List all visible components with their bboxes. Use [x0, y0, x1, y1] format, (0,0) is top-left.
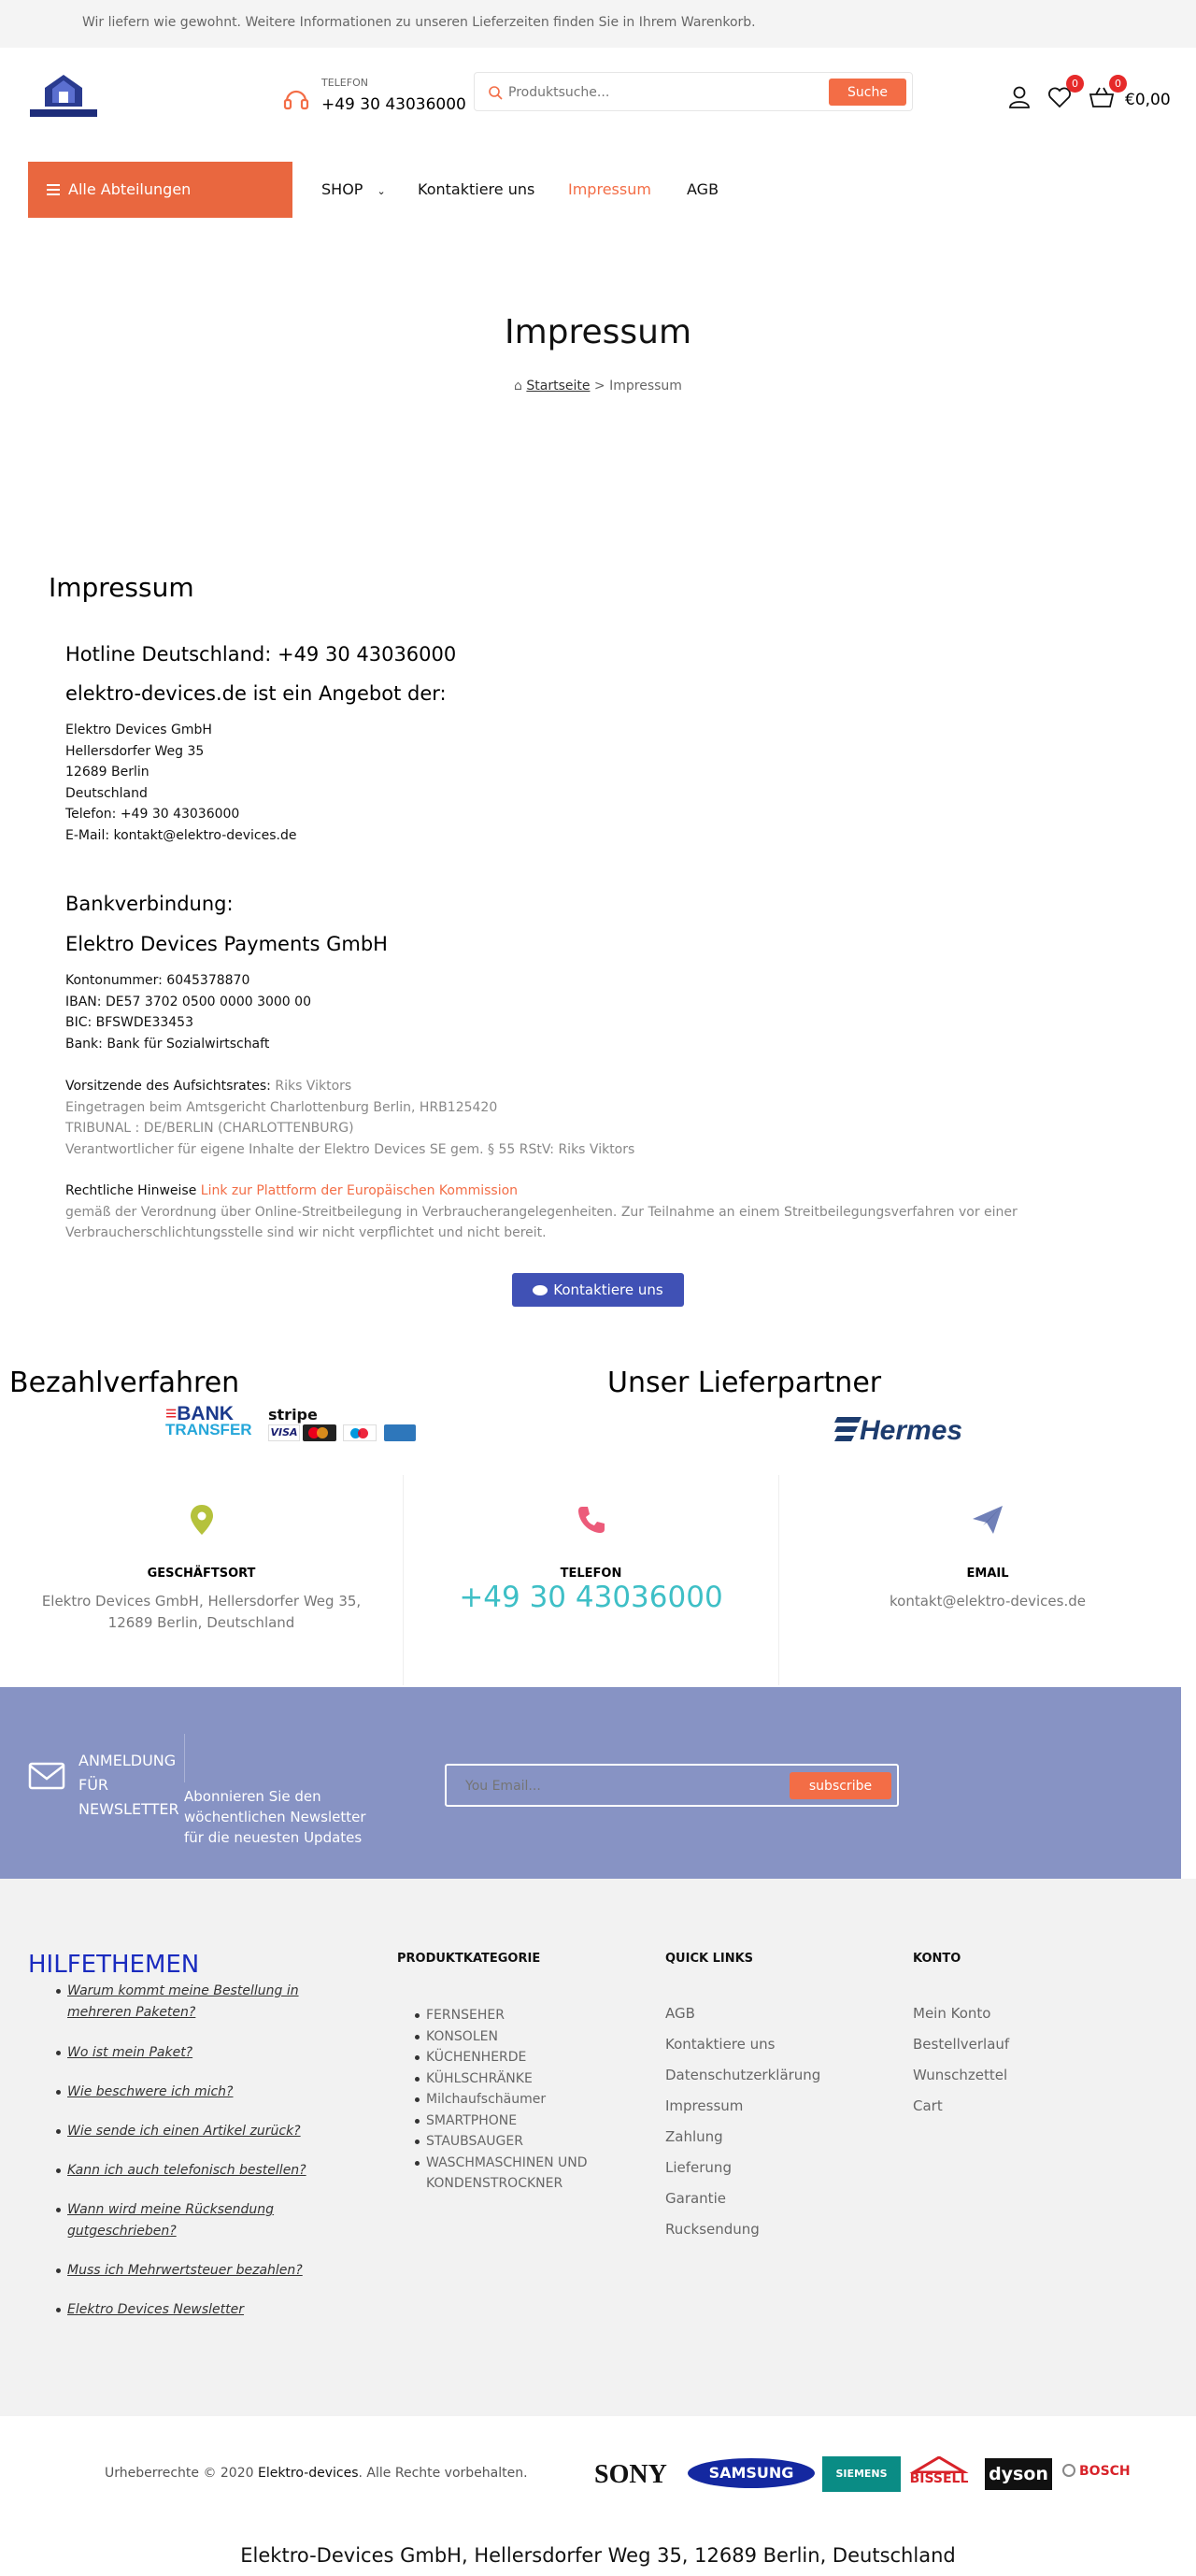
visa-logo: VISA [268, 1424, 300, 1441]
account-link[interactable]: Bestellverlauf [913, 2036, 1010, 2053]
info-phone [404, 1475, 779, 1685]
nav-agb[interactable]: AGB [687, 180, 719, 198]
category-link[interactable]: KÜCHENHERDE [426, 2047, 632, 2068]
bank-text: BANK [177, 1403, 234, 1424]
site-logo[interactable] [28, 73, 99, 120]
legal-text: Verbraucherschlichtungsstelle sind wir nicht verpflichtet und nicht bereit. [65, 1225, 547, 1240]
payment-heading: Bezahlverfahren [9, 1367, 240, 1399]
bank-line: IBAN: DE57 3702 0500 0000 3000 00 [65, 994, 311, 1009]
product-category-heading: PRODUKTKATEGORIE [397, 1952, 541, 1966]
address-line: 12689 Berlin [65, 765, 150, 780]
subscribe-button[interactable]: subscribe [790, 1772, 891, 1799]
mastercard-logo [303, 1424, 336, 1441]
quick-link[interactable]: Rucksendung [665, 2221, 760, 2238]
category-link[interactable]: WASCHMASCHINEN UND KONDENSTROCKNER [426, 2153, 632, 2195]
breadcrumb-separator: > [590, 379, 610, 394]
shipping-heading: Unser Lieferpartner [607, 1367, 882, 1399]
bank-line: BIC: BFSWDE33453 [65, 1015, 193, 1030]
newsletter-divider [184, 1734, 185, 1782]
bosch-logo [1062, 2464, 1131, 2479]
category-link[interactable]: STAUBSAUGER [426, 2131, 632, 2153]
home-icon: ⌂ [514, 379, 522, 394]
bosch-text: BOSCH [1079, 2464, 1131, 2479]
bank-line: Bank: Bank für Sozialwirtschaft [65, 1036, 270, 1052]
departments-label: Alle Abteilungen [68, 180, 192, 198]
copyright-brand: Elektro-devices [257, 2466, 359, 2481]
board-value: Riks Viktors [270, 1079, 352, 1094]
nav-shop-label: SHOP [321, 180, 363, 198]
wishlist-count-badge: 0 [1066, 75, 1084, 93]
account-link[interactable]: Wunschzettel [913, 2067, 1008, 2083]
cart-total[interactable]: €0,00 [1125, 91, 1171, 109]
company-info [65, 1076, 634, 1160]
samsung-logo: SAMSUNG [688, 2458, 815, 2488]
help-link[interactable]: Wo ist mein Paket? [67, 2042, 348, 2064]
responsible-line: Verantwortlicher für eigene Inhalte der Elektro Devices SE gem. § 55 RStV: Riks Viktors [65, 1141, 635, 1157]
notice-bar [0, 0, 1196, 48]
help-link[interactable]: Muss ich Mehrwertsteuer bezahlen? [67, 2260, 348, 2282]
info-email-value[interactable]: kontakt@elektro-devices.de [890, 1593, 1086, 1610]
contact-button-label: Kontaktiere uns [553, 1281, 663, 1298]
quick-links-heading: QUICK LINKS [665, 1952, 754, 1966]
payment-logos [162, 1404, 425, 1443]
map-pin-icon [185, 1503, 219, 1537]
chat-bubble-icon [533, 1285, 548, 1295]
transfer-text: TRANSFER [165, 1421, 252, 1438]
chevron-down-icon: ⌄ [377, 185, 386, 197]
help-link[interactable]: Wie sende ich einen Artikel zurück? [67, 2121, 348, 2142]
quick-link[interactable]: Garantie [665, 2190, 726, 2207]
tribunal-line: TRIBUNAL : DE/BERLIN (CHARLOTTENBURG) [65, 1121, 354, 1136]
copyright-text: Urheberrechte © 2020 [105, 2466, 258, 2481]
bissell-text: BISSELL [909, 2471, 969, 2486]
copyright-text: . Alle Rechte vorbehalten. [358, 2466, 528, 2481]
hermes-mark-icon [833, 1415, 861, 1447]
help-link[interactable]: Wie beschwere ich mich? [67, 2082, 348, 2103]
legal-notice [65, 1181, 1018, 1244]
bank-line: Kontonummer: 6045378870 [65, 973, 250, 988]
offer-heading: elektro-devices.de ist ein Angebot der: [65, 682, 447, 705]
menu-icon [47, 184, 60, 195]
info-phone-value[interactable]: +49 30 43036000 [459, 1581, 723, 1614]
maestro-logo [343, 1424, 377, 1441]
address-line: Hellersdorfer Weg 35 [65, 743, 205, 759]
address-line: Telefon: +49 30 43036000 [65, 807, 240, 822]
nav-shop[interactable] [321, 180, 386, 198]
info-label: EMAIL [966, 1567, 1009, 1581]
quick-link[interactable]: Kontaktiere uns [665, 2036, 776, 2053]
legal-text: gemäß der Verordnung über Online-Streitbeilegung in Verbraucherangelegenheiten. Zur Teilnahme an einem Streitbeilegungsverfahren vor einer [65, 1204, 1018, 1220]
quick-link[interactable]: Impressum [665, 2097, 744, 2114]
hotline-heading: Hotline Deutschland: +49 30 43036000 [65, 643, 457, 665]
search-input[interactable] [508, 80, 817, 105]
breadcrumb-home[interactable]: Startseite [526, 379, 591, 394]
content-heading: Impressum [49, 572, 194, 603]
envelope-icon [28, 1762, 65, 1790]
info-label: TELEFON [560, 1567, 622, 1581]
category-link[interactable]: KÜHLSCHRÄNKE [426, 2068, 632, 2090]
newsletter-subtitle: Abonnieren Sie den wöchentlichen Newsletter für die neuesten Updates [184, 1788, 366, 1846]
brand-logos [591, 2451, 1151, 2497]
newsletter-section [0, 1687, 1181, 1879]
bank-heading: Bankverbindung: [65, 893, 234, 915]
info-value: Elektro Devices GmbH, Hellersdorfer Weg 35, 12689 Berlin, Deutschland [41, 1593, 362, 1631]
bank-company: Elektro Devices Payments GmbH [65, 933, 388, 955]
address-line: E-Mail: kontakt@elektro-devices.de [65, 827, 297, 843]
header-phone[interactable]: +49 30 43036000 [321, 95, 466, 114]
eu-platform-link[interactable]: Link zur Plattform der Europäischen Kommission [196, 1183, 519, 1198]
copyright [105, 2466, 528, 2481]
phone-label: TELEFON [321, 77, 368, 89]
search-button[interactable]: Suche [829, 79, 906, 106]
address-line: Deutschland [65, 785, 148, 801]
board-label: Vorsitzende des Aufsichtsrates: [65, 1079, 271, 1094]
account-link[interactable]: Mein Konto [913, 2005, 991, 2022]
phone-icon [575, 1503, 608, 1537]
dyson-logo: dyson [985, 2458, 1052, 2490]
product-category-list [426, 2005, 632, 2195]
info-location [0, 1475, 404, 1685]
bank-details [65, 970, 311, 1054]
all-departments-button[interactable] [28, 162, 292, 218]
account-link[interactable]: Cart [913, 2097, 943, 2114]
address-line: Elektro Devices GmbH [65, 723, 212, 737]
quick-link[interactable]: Zahlung [665, 2128, 723, 2145]
newsletter-email-input[interactable] [465, 1775, 746, 1797]
bissell-logo [908, 2456, 970, 2492]
help-link[interactable]: Elektro Devices Newsletter [67, 2299, 348, 2321]
breadcrumb [0, 379, 1196, 394]
quick-link[interactable]: Lieferung [665, 2159, 732, 2176]
amex-logo [384, 1424, 416, 1441]
page-title: Impressum [504, 313, 692, 351]
category-link[interactable]: FERNSEHER [426, 2005, 632, 2026]
bank-transfer-logo: ≡BANK [165, 1403, 234, 1424]
hermes-logo [833, 1413, 962, 1449]
info-email [779, 1475, 1196, 1685]
stripe-logo: stripe [268, 1406, 318, 1424]
footer-address: Elektro-Devices GmbH, Hellersdorfer Weg 35, 12689 Berlin, Deutschland [240, 2544, 956, 2567]
sony-logo: SONY [594, 2460, 667, 2489]
category-link[interactable]: KONSOLEN [426, 2026, 632, 2048]
headset-icon [282, 84, 310, 112]
paper-plane-icon [971, 1503, 1004, 1537]
contact-button[interactable] [512, 1273, 684, 1307]
nav-contact[interactable]: Kontaktiere uns [418, 180, 535, 198]
newsletter-form [445, 1764, 899, 1807]
nav-impressum[interactable]: Impressum [568, 180, 651, 198]
help-link[interactable]: Wann wird meine Rücksendung gutgeschrieben? [67, 2199, 348, 2242]
quick-link[interactable]: AGB [665, 2005, 695, 2022]
user-icon[interactable] [1005, 83, 1033, 111]
newsletter-title: ANMELDUNG FÜR NEWSLETTER [78, 1752, 179, 1818]
help-link[interactable]: Warum kommt meine Bestellung in mehreren Paketen? [67, 1981, 348, 2024]
hermes-text: Hermes [860, 1415, 963, 1446]
search-bar [474, 72, 913, 111]
account-heading: KONTO [913, 1952, 961, 1966]
register-line: Eingetragen beim Amtsgericht Charlottenburg Berlin, HRB125420 [65, 1099, 498, 1115]
legal-label: Rechtliche Hinweise [65, 1183, 197, 1198]
notice-text: Wir liefern wie gewohnt. Weitere Informationen zu unseren Lieferzeiten finden Sie in Ihrem Warenkorb. [82, 15, 756, 30]
breadcrumb-current: Impressum [609, 379, 682, 394]
help-heading: HILFETHEMEN [28, 1951, 200, 1979]
search-icon [488, 85, 503, 100]
quick-link[interactable]: Datenschutzerklärung [665, 2067, 821, 2083]
bosch-mark-icon [1062, 2464, 1075, 2477]
category-link[interactable]: SMARTPHONE [426, 2111, 632, 2132]
cart-count-badge: 0 [1109, 75, 1127, 93]
siemens-logo: SIEMENS [822, 2456, 901, 2492]
help-link[interactable]: Kann ich auch telefonisch bestellen? [67, 2160, 348, 2182]
info-label: GESCHÄFTSORT [147, 1567, 256, 1581]
company-address [65, 720, 296, 846]
category-link[interactable]: Milchaufschäumer [426, 2089, 632, 2111]
